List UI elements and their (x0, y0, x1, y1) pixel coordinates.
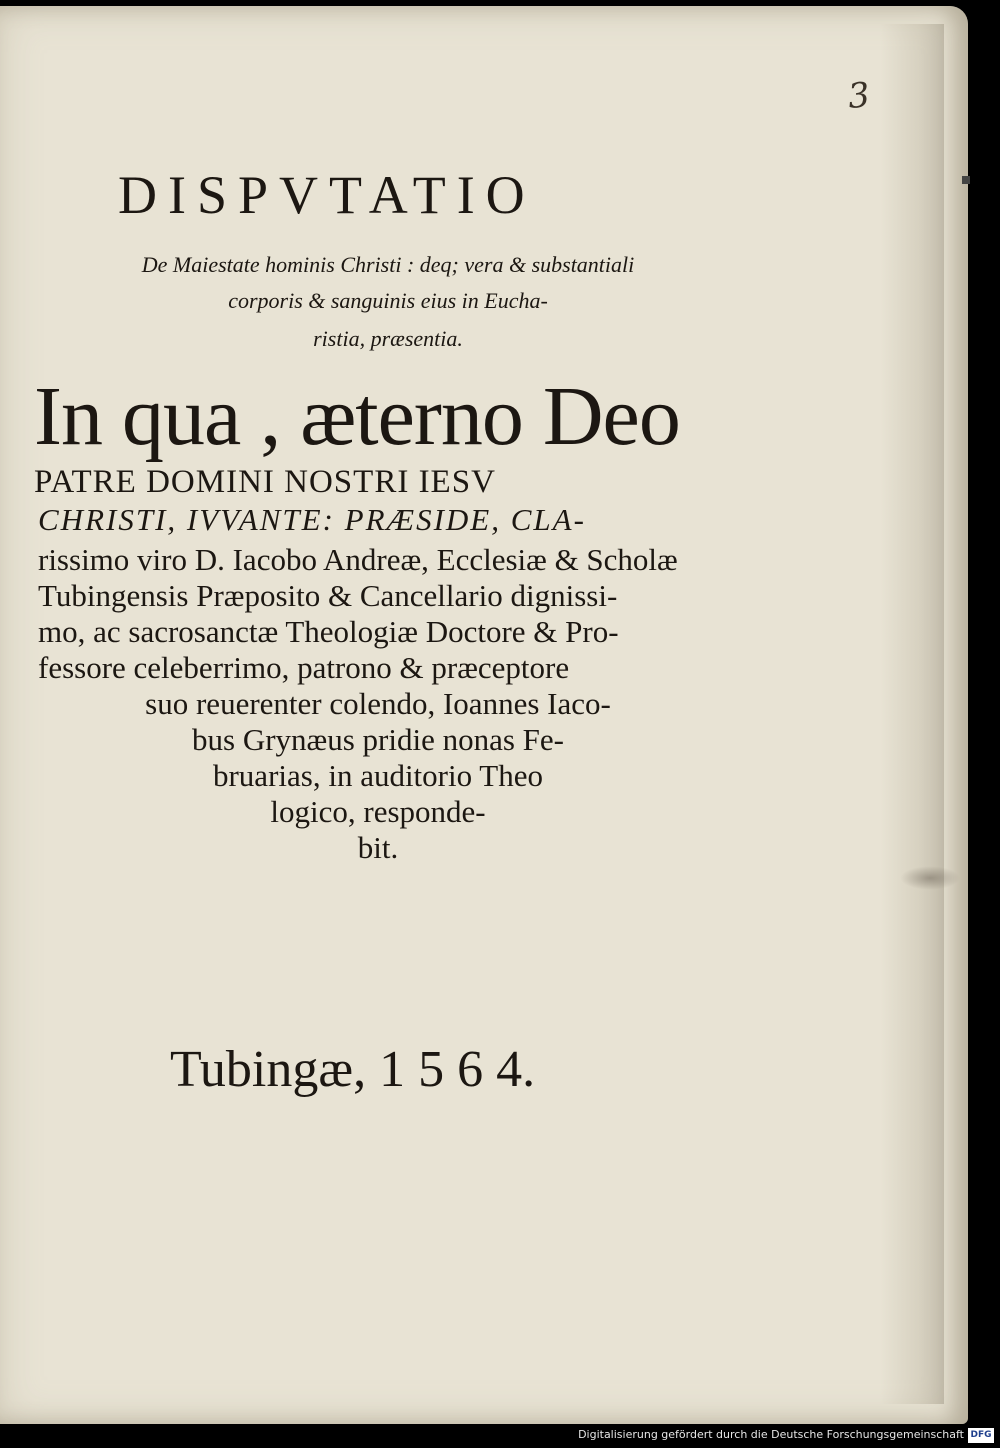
body-line-7: bruarias, in auditorio Theo (212, 758, 543, 793)
subtitle-line-2: corporis & sanguinis eius in Eucha- (228, 288, 548, 313)
body-line-8: logico, responde- (270, 794, 486, 829)
body-line-6: bus Grynæus pridie nonas Fe- (192, 722, 564, 757)
credit-bar (0, 1424, 1000, 1448)
body-line-1: rissimo viro D. Iacobo Andreæ, Ecclesiæ & Scholæ (38, 542, 678, 577)
body-line-5: suo reuerenter colendo, Ioannes Iaco- (145, 686, 611, 721)
book-page (0, 6, 968, 1424)
subtitle-line-1: De Maiestate hominis Christi : deq; vera & substantiali (141, 252, 635, 277)
folio-number: 3 (845, 74, 872, 118)
main-heading: In qua , æterno Deo (34, 370, 680, 463)
body-line-4: fessore celeberrimo, patrono & præceptore (38, 650, 570, 685)
imprint: Tubingæ, 1 5 6 4. (170, 1041, 536, 1098)
italic-caps-line: CHRISTI, IVVANTE: PRÆSIDE, CLA- (38, 502, 586, 537)
page-mark (962, 176, 970, 184)
dfg-logo: DFG (968, 1428, 994, 1443)
body-line-3: mo, ac sacrosanctæ Theologiæ Doctore & Pro- (38, 614, 619, 649)
body-line-9: bit. (357, 830, 399, 865)
caps-line: PATRE DOMINI NOSTRI IESV (34, 464, 496, 500)
page-fold-shadow (880, 24, 944, 1404)
title: DISPVTATIO (118, 165, 536, 225)
ink-smudge (900, 866, 960, 890)
funding-credit: Digitalisierung gefördert durch die Deutsche Forschungsgemeinschaft (578, 1428, 964, 1441)
subtitle-line-3: ristia, præsentia. (313, 326, 463, 351)
body-line-2: Tubingensis Præposito & Cancellario dignissi- (38, 578, 618, 613)
